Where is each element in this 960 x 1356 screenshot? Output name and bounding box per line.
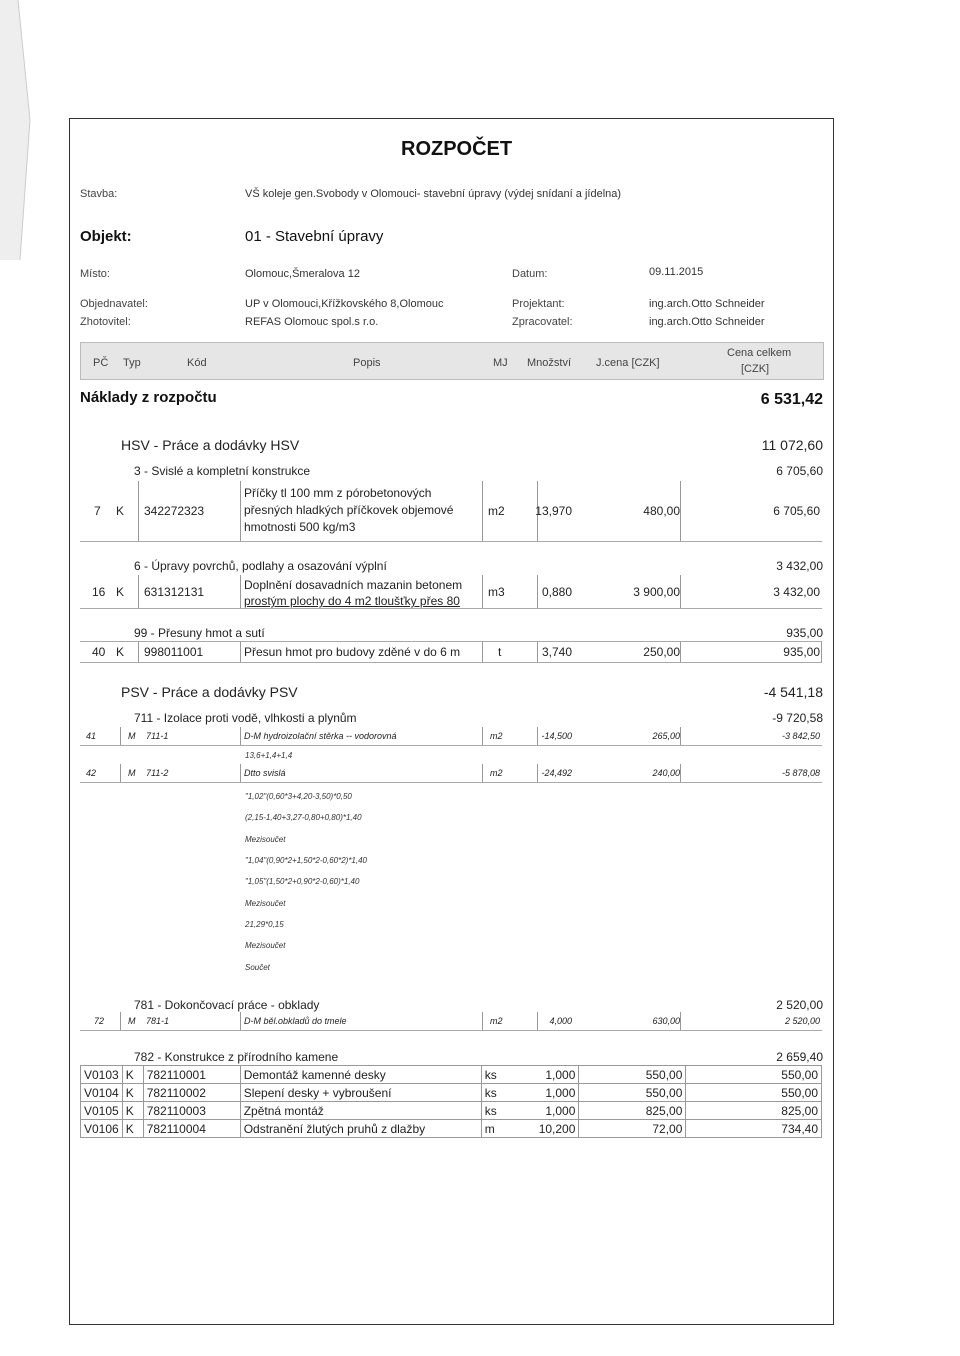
row-mj: ks xyxy=(481,1084,536,1102)
row-mj: ks xyxy=(481,1066,536,1084)
row-mj: m2 xyxy=(488,504,505,518)
row-kod: 782110001 xyxy=(143,1066,240,1084)
row-kod: 711-1 xyxy=(146,731,169,741)
misto-label: Místo: xyxy=(80,268,110,280)
row-popis: D-M hydroizolační stěrka -- vodorovná xyxy=(244,731,397,741)
row-popis: Demontáž kamenné desky xyxy=(240,1066,481,1084)
header-pc: PČ xyxy=(93,357,109,369)
row-mnozstvi: 1,000 xyxy=(536,1084,579,1102)
row-typ: K xyxy=(122,1120,143,1138)
row-jcena: 825,00 xyxy=(579,1102,686,1120)
row-pc: V0106 xyxy=(81,1120,123,1138)
table-row xyxy=(81,1102,822,1120)
row-typ: K xyxy=(122,1102,143,1120)
row-pc: V0103 xyxy=(81,1066,123,1084)
group-3-value: 6 705,60 xyxy=(776,464,823,478)
naklady-label: Náklady z rozpočtu xyxy=(80,389,217,406)
row-cena: -3 842,50 xyxy=(781,731,820,741)
header-mnozstvi: Množství xyxy=(527,357,572,369)
row-popis: Odstranění žlutých pruhů z dlažby xyxy=(240,1120,481,1138)
row-popis: Zpětná montáž xyxy=(240,1102,481,1120)
measure-note: Mezisoučet xyxy=(245,941,286,950)
row-cena: 3 432,00 xyxy=(773,585,820,599)
row-typ: M xyxy=(128,731,136,741)
group-782-label: 782 - Konstrukce z přírodního kamene xyxy=(134,1050,339,1064)
table-row xyxy=(80,641,822,663)
objekt-value: 01 - Stavební úpravy xyxy=(245,228,384,245)
row-popis: D-M běl.obkladů do tmele xyxy=(244,1016,347,1026)
row-cena: 6 705,60 xyxy=(773,504,820,518)
table-row xyxy=(80,1012,822,1031)
row-cena: 734,40 xyxy=(686,1120,822,1138)
objekt-label: Objekt: xyxy=(80,228,132,245)
row-pc: 7 xyxy=(94,504,101,518)
row-mnozstvi: 3,740 xyxy=(541,645,572,659)
header-cena-celkem: Cena celkem xyxy=(727,347,792,359)
zpracovatel-value: ing.arch.Otto Schneider xyxy=(649,316,765,328)
measure-note: "1,04"(0,90*2+1,50*2-0,60*2)*1,40 xyxy=(245,856,367,865)
objednavatel-label: Objednavatel: xyxy=(80,298,148,310)
scan-edge-shadow xyxy=(0,0,40,260)
measure-note: Součet xyxy=(245,963,270,972)
row-kod: 782110002 xyxy=(143,1084,240,1102)
row-cena: 825,00 xyxy=(686,1102,822,1120)
row-popis-line1: Příčky tl 100 mm z pórobetonových xyxy=(244,486,432,500)
projektant-label: Projektant: xyxy=(512,298,565,310)
group-782-value: 2 659,40 xyxy=(776,1050,823,1064)
row-popis: Slepení desky + vybroušení xyxy=(240,1084,481,1102)
stavba-value: VŠ koleje gen.Svobody v Olomouci- stavební úpravy (výdej snídaní a jídelna) xyxy=(245,188,622,200)
psv-label: PSV - Práce a dodávky PSV xyxy=(121,684,298,700)
misto-value: Olomouc,Šmeralova 12 xyxy=(245,268,360,280)
header-mj: MJ xyxy=(493,357,508,369)
row-jcena: 3 900,00 xyxy=(633,585,680,599)
zhotovitel-value: REFAS Olomouc spol.s r.o. xyxy=(245,316,379,328)
row-mnozstvi: 1,000 xyxy=(536,1066,579,1084)
row-mnozstvi: 10,200 xyxy=(536,1120,579,1138)
row-typ: K xyxy=(122,1084,143,1102)
row-kod: 711-2 xyxy=(146,768,169,778)
row-jcena: 550,00 xyxy=(579,1066,686,1084)
row-cena: 550,00 xyxy=(686,1084,822,1102)
objednavatel-value: UP v Olomouci,Křížkovského 8,Olomouc xyxy=(245,298,444,310)
stavba-label: Stavba: xyxy=(80,188,118,200)
naklady-value: 6 531,42 xyxy=(760,391,823,408)
row-typ: K xyxy=(122,1066,143,1084)
row-mnozstvi: 1,000 xyxy=(536,1102,579,1120)
row-mj: m2 xyxy=(490,768,503,778)
row-kod: 782110004 xyxy=(143,1120,240,1138)
row-mj: t xyxy=(498,645,502,659)
row-jcena: 250,00 xyxy=(643,645,680,659)
row-jcena: 630,00 xyxy=(652,1016,680,1026)
row-mj: m xyxy=(481,1120,536,1138)
measure-note: "1,02"(0,60*3+4,20-3,50)*0,50 xyxy=(245,792,352,801)
document-title: ROZPOČET xyxy=(401,138,513,160)
hsv-value: 11 072,60 xyxy=(761,437,823,453)
row-mnozstvi: 4,000 xyxy=(549,1016,572,1026)
row-mj: m2 xyxy=(490,731,503,741)
row-kod: 998011001 xyxy=(144,645,204,659)
row-pc: 72 xyxy=(94,1016,105,1026)
measure-note: Mezisoučet xyxy=(245,835,286,844)
row-kod: 782110003 xyxy=(143,1102,240,1120)
row-typ: M xyxy=(128,768,136,778)
measure-note: 21,29*0,15 xyxy=(245,920,284,929)
header-kod: Kód xyxy=(187,357,207,369)
row-pc: 40 xyxy=(92,645,106,659)
table-row xyxy=(81,1066,822,1084)
row-typ: K xyxy=(116,645,125,659)
row-cena: 550,00 xyxy=(686,1066,822,1084)
zhotovitel-label: Zhotovitel: xyxy=(80,316,131,328)
table-row xyxy=(81,1084,822,1102)
row-popis-line2: prostým plochy do 4 m2 tloušťky přes 80 xyxy=(244,594,460,608)
header-typ: Typ xyxy=(123,357,141,369)
row-pc: V0104 xyxy=(81,1084,123,1102)
datum-value: 09.11.2015 xyxy=(649,266,704,278)
row-cena: -5 878,08 xyxy=(781,768,820,778)
table-header xyxy=(80,342,824,380)
group-3-label: 3 - Svislé a kompletní konstrukce xyxy=(134,464,311,478)
measure-note: 13,6+1,4+1,4 xyxy=(245,751,293,760)
row-jcena: 72,00 xyxy=(579,1120,686,1138)
row-pc: 41 xyxy=(86,731,97,741)
group-6-value: 3 432,00 xyxy=(776,559,823,573)
row-jcena: 550,00 xyxy=(579,1084,686,1102)
measure-note: (2,15-1,40+3,27-0,80+0,80)*1,40 xyxy=(245,813,362,822)
row-jcena: 480,00 xyxy=(643,504,680,518)
measure-note: Mezisoučet xyxy=(245,899,286,908)
table-row xyxy=(81,1120,822,1138)
header-popis: Popis xyxy=(353,357,381,369)
group-781-value: 2 520,00 xyxy=(776,998,823,1012)
row-kod: 342272323 xyxy=(144,504,205,518)
table-row xyxy=(80,481,822,542)
group-6-label: 6 - Úpravy povrchů, podlahy a osazování výplní xyxy=(134,559,387,573)
header-cena-unit: [CZK] xyxy=(741,363,770,375)
row-mnozstvi: 13,970 xyxy=(535,504,572,518)
group-99-value: 935,00 xyxy=(786,626,823,640)
row-mj: m2 xyxy=(490,1016,503,1026)
row-typ: M xyxy=(128,1016,136,1026)
table-row xyxy=(80,575,822,609)
psv-value: -4 541,18 xyxy=(763,684,823,700)
row-popis: Dtto svislá xyxy=(244,768,286,778)
table-row xyxy=(80,727,822,746)
header-jcena: J.cena [CZK] xyxy=(596,357,660,369)
group-782-table xyxy=(80,1065,822,1138)
zpracovatel-label: Zpracovatel: xyxy=(512,316,573,328)
row-pc: 16 xyxy=(92,585,106,599)
row-popis-line3: hmotnosti 500 kg/m3 xyxy=(244,520,356,534)
row-typ: K xyxy=(116,585,125,599)
row-popis-line1: Doplnění dosavadních mazanin betonem xyxy=(244,578,463,592)
hsv-label: HSV - Práce a dodávky HSV xyxy=(121,437,300,453)
row-mnozstvi: -14,500 xyxy=(541,731,572,741)
row-pc: V0105 xyxy=(81,1102,123,1120)
row-kod: 781-1 xyxy=(146,1016,170,1026)
row-pc: 42 xyxy=(86,768,97,778)
measure-note: "1,05"(1,50*2+0,90*2-0,60)*1,40 xyxy=(245,877,360,886)
group-711-value: -9 720,58 xyxy=(772,711,823,725)
row-mj: ks xyxy=(481,1102,536,1120)
table-row xyxy=(80,764,822,783)
row-mj: m3 xyxy=(488,585,505,599)
row-typ: K xyxy=(116,504,125,518)
row-jcena: 265,00 xyxy=(652,731,680,741)
row-cena: 935,00 xyxy=(783,645,820,659)
row-popis-line2: přesných hladkých příčkovek objemové xyxy=(244,503,454,517)
row-jcena: 240,00 xyxy=(652,768,680,778)
row-popis: Přesun hmot pro budovy zděné v do 6 m xyxy=(244,645,461,659)
datum-label: Datum: xyxy=(512,268,548,280)
row-mnozstvi: -24,492 xyxy=(541,768,572,778)
row-kod: 631312131 xyxy=(144,585,205,599)
group-711-label: 711 - Izolace proti vodě, vlhkosti a plynům xyxy=(134,711,357,725)
row-mnozstvi: 0,880 xyxy=(541,585,572,599)
group-781-label: 781 - Dokončovací práce - obklady xyxy=(134,998,320,1012)
projektant-value: ing.arch.Otto Schneider xyxy=(649,298,765,310)
row-cena: 2 520,00 xyxy=(784,1016,820,1026)
group-99-label: 99 - Přesuny hmot a sutí xyxy=(134,626,265,640)
